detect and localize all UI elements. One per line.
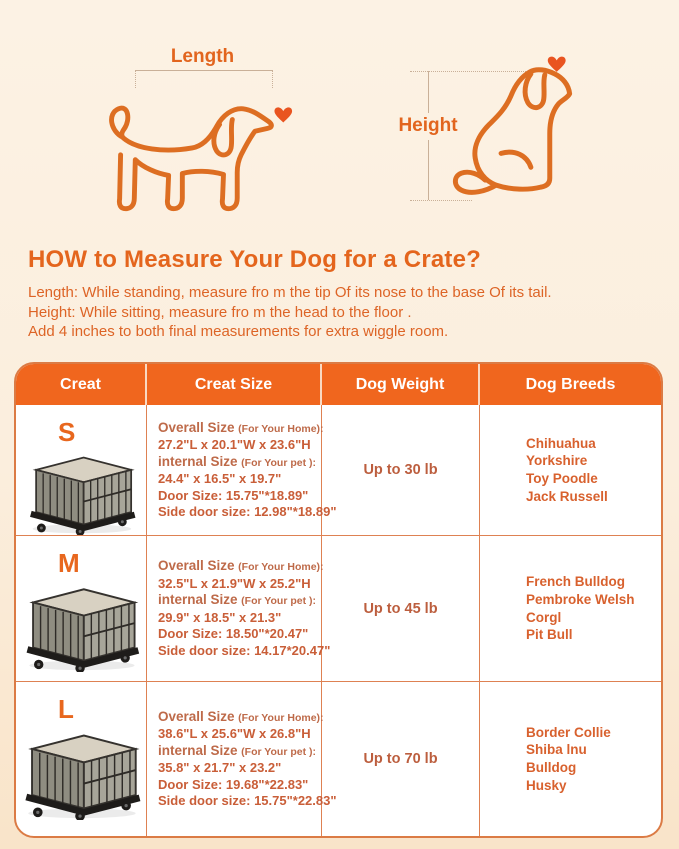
overall-size-value: 38.6"L x 25.6"W x 26.8"H — [158, 726, 311, 741]
overall-size-value: 32.5"L x 21.9"W x 25.2"H — [158, 575, 311, 591]
internal-size-note: (For Your pet ): — [241, 456, 317, 469]
table-row-medium — [16, 535, 661, 681]
table-row-small — [16, 405, 661, 535]
breed-item: Pit Bull — [526, 627, 573, 643]
breed-item: Toy Poodle — [526, 471, 598, 486]
crate-cell — [16, 536, 147, 681]
intro-line-wiggle: Add 4 inches to both final measurements for extra wiggle room. — [28, 323, 449, 340]
side-door-size-value: Side door size: 15.75"*22.83" — [158, 793, 337, 808]
table-row-large — [16, 681, 661, 836]
size-letter: L — [58, 694, 74, 724]
side-door-size-value: Side door size: 14.17*20.47" — [158, 642, 331, 658]
overall-size-value: 27.2"L x 20.1"W x 23.6"H — [158, 437, 311, 452]
breed-item: Pembroke Welsh — [526, 591, 635, 607]
crate-size-cell — [147, 405, 337, 535]
dog-breeds-cell — [480, 405, 661, 535]
height-label: Height — [398, 115, 458, 136]
standing-dog-icon — [101, 76, 297, 216]
length-label: Length — [170, 46, 235, 67]
crate-product-image — [17, 724, 145, 820]
dog-breeds-cell — [480, 536, 661, 681]
breed-item: French Bulldog — [526, 574, 625, 590]
table-header-row — [16, 364, 661, 405]
crate-size-cell — [147, 682, 337, 836]
internal-size-value: 24.4" x 16.5" x 19.7" — [158, 471, 282, 486]
breed-item: Jack Russell — [526, 488, 608, 504]
dog-weight-cell: Up to 45 lb — [322, 536, 480, 681]
sitting-dog-icon — [442, 54, 584, 208]
header-dog-weight: Dog Weight — [322, 364, 480, 405]
overall-size-note: (For Your Home): — [238, 561, 324, 573]
crate-size-table — [14, 362, 663, 838]
overall-size-label: Overall Size — [158, 708, 235, 724]
overall-size-note: (For Your Home): — [238, 422, 324, 435]
internal-size-label: internal Size — [158, 592, 238, 607]
crate-product-image — [18, 578, 144, 672]
length-measure-illustration — [95, 40, 310, 218]
breed-item: Bulldog — [526, 760, 577, 775]
internal-size-label: internal Size — [158, 742, 238, 758]
height-measure-line-lower — [428, 140, 429, 200]
heart-icon — [274, 107, 292, 122]
overall-size-label: Overall Size — [158, 558, 235, 573]
height-measure-line-upper — [428, 71, 429, 113]
side-door-size-value: Side door size: 12.98"*18.89" — [158, 504, 337, 519]
length-measure-line — [135, 70, 272, 71]
crate-cell — [16, 405, 147, 535]
breed-item: Yorkshire — [526, 453, 588, 469]
dog-breeds-cell — [480, 682, 661, 836]
dog-weight-cell: Up to 30 lb — [322, 405, 480, 535]
breed-item: Corgl — [526, 609, 562, 625]
door-size-value: Door Size: 15.75"*18.89" — [158, 487, 309, 503]
crate-product-image — [20, 447, 142, 535]
page-title: HOW to Measure Your Dog for a Crate? — [28, 246, 482, 273]
breed-item: Chihuahua — [526, 435, 596, 451]
crate-cell — [16, 682, 147, 836]
breed-item: Border Collie — [526, 724, 611, 740]
intro-line-height: Height: While sitting, measure fro m the head to the floor . — [28, 303, 412, 321]
internal-size-note: (For Your pet ): — [241, 745, 317, 758]
overall-size-label: Overall Size — [158, 419, 235, 435]
intro-text — [28, 283, 658, 342]
intro-line-length: Length: While standing, measure fro m the tip Of its nose to the base Of its tail. — [28, 284, 552, 301]
door-size-value: Door Size: 18.50"*20.47" — [158, 626, 309, 641]
internal-size-value: 35.8" x 21.7" x 23.2" — [158, 760, 282, 775]
height-measure-illustration — [390, 48, 590, 213]
internal-size-label: internal Size — [158, 453, 238, 469]
breed-item: Husky — [526, 777, 567, 793]
dog-weight-cell: Up to 70 lb — [322, 682, 480, 836]
internal-size-note: (For Your pet ): — [241, 595, 317, 607]
breed-item: Shiba lnu — [526, 742, 587, 758]
size-letter: M — [58, 548, 80, 578]
internal-size-value: 29.9" x 18.5" x 21.3" — [158, 609, 282, 625]
header-creat: Creat — [16, 364, 147, 405]
door-size-value: Door Size: 19.68"*22.83" — [158, 776, 309, 792]
size-letter: S — [58, 417, 76, 447]
header-creat-size: Creat Size — [147, 364, 322, 405]
crate-size-cell — [147, 536, 331, 681]
overall-size-note: (For Your Home): — [238, 711, 324, 724]
header-dog-breeds: Dog Breeds — [525, 375, 616, 393]
